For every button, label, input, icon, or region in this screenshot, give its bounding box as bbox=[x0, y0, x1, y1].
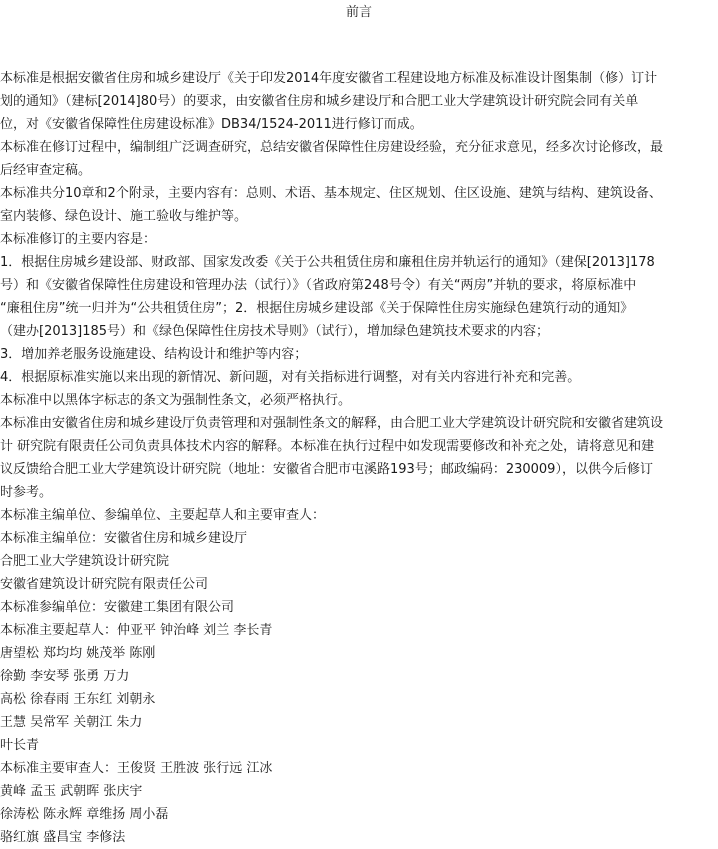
text-line: 本标准参编单位：安徽建工集团有限公司 bbox=[0, 600, 235, 615]
page-title: 前言 bbox=[345, 5, 372, 20]
text-line: 本标准主编单位、参编单位、主要起草人和主要审查人： bbox=[0, 508, 326, 523]
text-line: 4．根据原标准实施以来出现的新情况、新问题，对有关指标进行调整，对有关内容进行补充和完善。 bbox=[0, 370, 581, 385]
text-line: 徐勤 李安琴 张勇 万力 bbox=[0, 669, 130, 684]
text-line: 本标准是根据安徽省住房和城乡建设厅《关于印发2014年度安徽省工程建设地方标准及标准设计图集制（修）订计 bbox=[0, 71, 658, 86]
text-line: 议反馈给合肥工业大学建筑设计研究院（地址：安徽省合肥市屯溪路193号；邮政编码：230009），以供今后修订 bbox=[0, 462, 653, 477]
text-line: 时参考。 bbox=[0, 485, 53, 500]
text-line: 王慧 吴常军 关朝江 朱力 bbox=[0, 715, 143, 730]
text-line: 后经审查定稿。 bbox=[0, 163, 92, 178]
text-line: 骆红旗 盛昌宝 李修法 bbox=[0, 830, 126, 845]
text-line: 叶长青 bbox=[0, 738, 40, 753]
text-line: 本标准由安徽省住房和城乡建设厅负责管理和对强制性条文的解释，由合肥工业大学建筑设计研究院和安徽省建筑设 bbox=[0, 416, 664, 431]
text-line: 安徽省建筑设计研究院有限责任公司 bbox=[0, 577, 209, 592]
text-line: 本标准在修订过程中，编制组广泛调查研究，总结安徽省保障性住房建设经验，充分征求意见，经多次讨论修改，最 bbox=[0, 140, 664, 155]
text-line: 3．增加养老服务设施建设、结构设计和维护等内容； bbox=[0, 347, 308, 362]
text-line: 室内装修、绿色设计、施工验收与维护等。 bbox=[0, 209, 248, 224]
text-line: 号）和《安徽省保障性住房建设和管理办法（试行）》（省政府第248号令）有关“两房”并轨的要求，将原标准中 bbox=[0, 278, 637, 293]
text-line: 位，对《安徽省保障性住房建设标准》DB34/1524-2011进行修订而成。 bbox=[0, 117, 423, 132]
text-line: 高松 徐春雨 王东红 刘朝永 bbox=[0, 692, 156, 707]
text-line: （建办[2013]185号）和《绿色保障性住房技术导则》（试行），增加绿色建筑技术要求的内容； bbox=[0, 324, 550, 339]
text-line: 徐涛松 陈永辉 章维扬 周小磊 bbox=[0, 807, 169, 822]
text-line: 本标准共分10章和2个附录，主要内容有：总则、术语、基本规定、住区规划、住区设施、建筑与结构、建筑设备、 bbox=[0, 186, 662, 201]
text-line: 计 研究院有限责任公司负责具体技术内容的解释。本标准在执行过程中如发现需要修改和补充之处，请将意见和建 bbox=[0, 439, 655, 454]
text-line: 本标准主编单位：安徽省住房和城乡建设厅 bbox=[0, 531, 248, 546]
text-line: 唐望松 郑均均 姚茂举 陈刚 bbox=[0, 646, 156, 661]
text-line: 划的通知》（建标[2014]80号）的要求，由安徽省住房和城乡建设厅和合肥工业大学建筑设计研究院会同有关单 bbox=[0, 94, 639, 109]
text-line: 合肥工业大学建筑设计研究院 bbox=[0, 554, 170, 569]
text-line: 本标准主要起草人：仲亚平 钟治峰 刘兰 李长青 bbox=[0, 623, 273, 638]
text-line: 本标准中以黑体字标志的条文为强制性条文，必须严格执行。 bbox=[0, 393, 352, 408]
text-line: “廉租住房”统一归并为“公共租赁住房”；2．根据住房城乡建设部《关于保障性住房实施绿色建筑行动的通知》 bbox=[0, 301, 634, 316]
text-line: 黄峰 孟玉 武朝晖 张庆宇 bbox=[0, 784, 143, 799]
text-line: 1．根据住房城乡建设部、财政部、国家发改委《关于公共租赁住房和廉租住房并轨运行的通知》（建保[2013]178 bbox=[0, 255, 655, 270]
text-line: 本标准主要审查人：王俊贤 王胜波 张行远 江冰 bbox=[0, 761, 273, 776]
preface-body bbox=[0, 67, 714, 849]
text-line: 本标准修订的主要内容是： bbox=[0, 232, 157, 247]
